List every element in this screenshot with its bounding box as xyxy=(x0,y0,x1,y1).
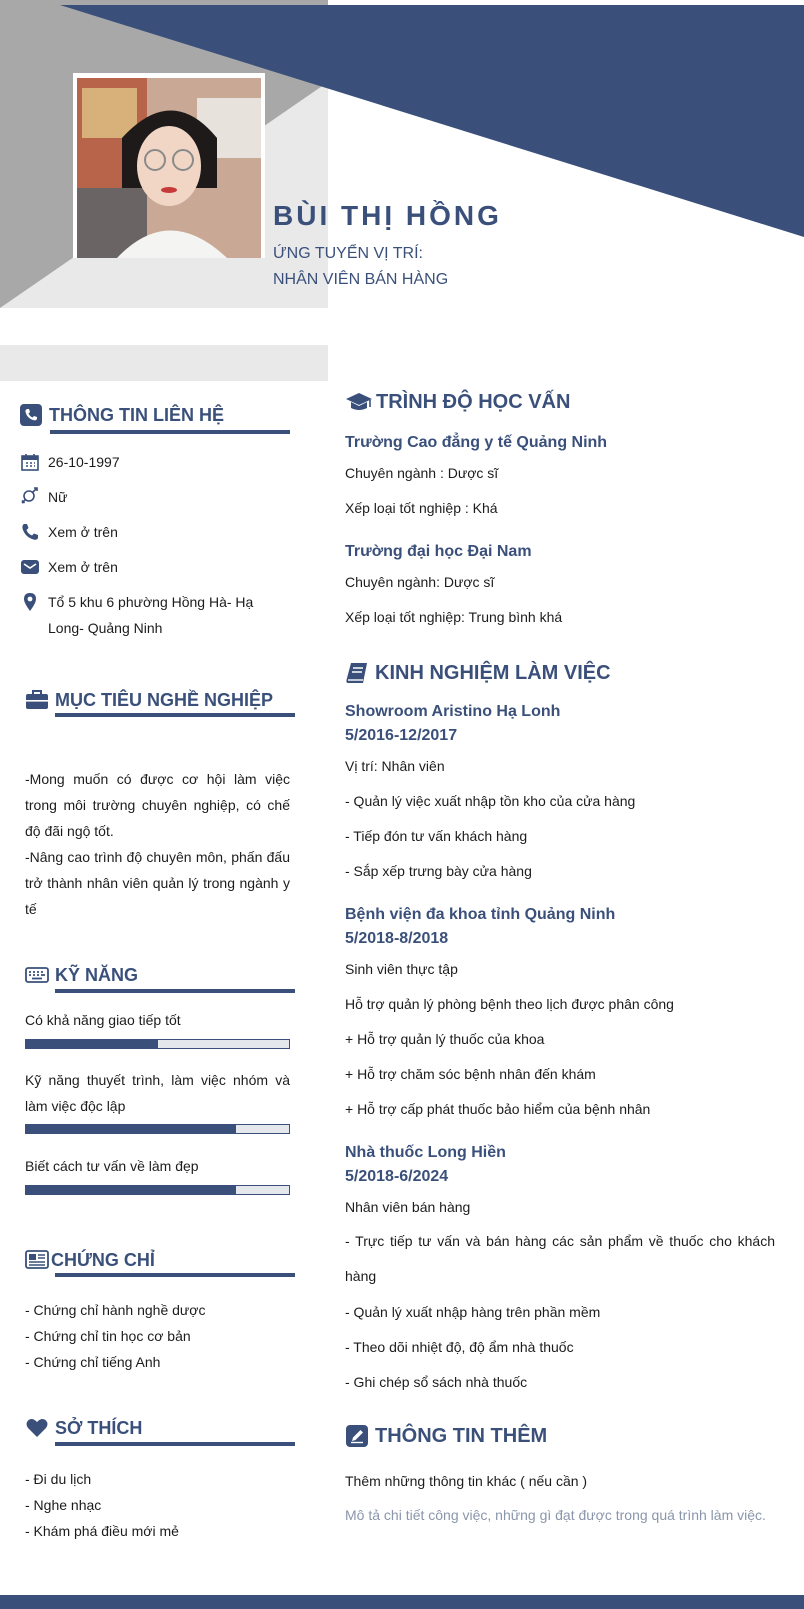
skill-bar-fill xyxy=(26,1040,158,1048)
map-marker-icon xyxy=(19,589,41,615)
school-name: Trường đại học Đại Nam xyxy=(345,543,532,560)
job-period: 5/2016-12/2017 xyxy=(345,727,458,744)
job-line: + Hỗ trợ cấp phát thuốc bảo hiểm của bệnh nhân xyxy=(345,1101,651,1117)
additional-line: Thêm những thông tin khác ( nếu cần ) xyxy=(345,1473,588,1489)
skill-bar xyxy=(25,1124,290,1134)
job-line: - Theo dõi nhiệt độ, độ ẩm nhà thuốc xyxy=(345,1339,574,1355)
job-line: - Quản lý việc xuất nhập tồn kho của cửa hàng xyxy=(345,793,636,809)
job-line: Nhân viên bán hàng xyxy=(345,1199,471,1215)
job-company: Bệnh viện đa khoa tỉnh Quảng Ninh xyxy=(345,906,616,923)
skills-title-rule xyxy=(55,989,295,993)
graduation-cap-icon xyxy=(345,390,373,414)
contact-address: Tổ 5 khu 6 phường Hồng Hà- Hạ Long- Quảng Ninh xyxy=(19,589,268,641)
skill-bar xyxy=(25,1039,290,1049)
certificate-item: - Chứng chỉ tiếng Anh xyxy=(25,1354,161,1370)
objective-title-rule xyxy=(55,713,295,717)
additional-section-title: THÔNG TIN THÊM xyxy=(345,1424,547,1448)
keyboard-icon xyxy=(25,963,49,987)
position-label: ỨNG TUYỂN VỊ TRÍ: xyxy=(273,245,423,262)
certificate-item: - Chứng chỉ hành nghề dược xyxy=(25,1302,206,1318)
skill-bar-fill xyxy=(26,1125,236,1133)
newspaper-icon xyxy=(25,1248,49,1272)
objective-section-title: MỤC TIÊU NGHỀ NGHIỆP xyxy=(25,688,273,712)
contact-title-rule xyxy=(50,430,290,434)
job-line: - Trực tiếp tư vấn và bán hàng các sản phẩm về thuốc cho khách hàng xyxy=(345,1233,775,1284)
hobby-item: - Đi du lịch xyxy=(25,1471,92,1487)
hobbies-title-rule xyxy=(55,1442,295,1446)
objective-paragraph-2: -Nâng cao trình độ chuyên môn, phấn đấu trở thành nhân viên quản lý trong ngành y tế xyxy=(25,849,290,917)
skill-label: Biết cách tư vấn về làm đẹp xyxy=(25,1158,199,1174)
job-period: 5/2018-6/2024 xyxy=(345,1168,449,1185)
certificates-section-title: CHỨNG CHỈ xyxy=(25,1248,155,1272)
job-line: + Hỗ trợ chăm sóc bệnh nhân đến khám xyxy=(345,1066,596,1082)
job-line: Sinh viên thực tập xyxy=(345,961,458,977)
heart-icon xyxy=(25,1416,49,1440)
school-name: Trường Cao đẳng y tế Quảng Ninh xyxy=(345,434,608,451)
skills-section-title: KỸ NĂNG xyxy=(25,963,138,987)
edit-icon xyxy=(345,1424,369,1448)
additional-description: Mô tả chi tiết công việc, những gì đạt được trong quá trình làm việc. xyxy=(345,1507,766,1523)
contact-section-title: THÔNG TIN LIÊN HỆ xyxy=(19,403,224,427)
gender-icon xyxy=(19,484,41,510)
hobbies-section-title: SỞ THÍCH xyxy=(25,1416,142,1440)
skill-label: Kỹ năng thuyết trình, làm việc nhóm và làm việc độc lập xyxy=(25,1072,290,1114)
job-line: Hỗ trợ quản lý phòng bệnh theo lịch được phân công xyxy=(345,996,674,1012)
job-line: - Ghi chép sổ sách nhà thuốc xyxy=(345,1374,528,1390)
left-gray-band xyxy=(0,345,328,381)
contact-gender: Nữ xyxy=(19,484,268,510)
job-line: Vị trí: Nhân viên xyxy=(345,758,445,774)
calendar-icon xyxy=(19,449,41,475)
certificates-title-rule xyxy=(55,1273,295,1277)
position-value: NHÂN VIÊN BÁN HÀNG xyxy=(273,271,449,288)
hobby-item: - Nghe nhạc xyxy=(25,1497,102,1513)
envelope-icon xyxy=(19,554,41,580)
certificate-item: - Chứng chỉ tin học cơ bản xyxy=(25,1328,191,1344)
skill-label: Có khả năng giao tiếp tốt xyxy=(25,1012,181,1028)
school-grade: Xếp loại tốt nghiệp : Khá xyxy=(345,500,498,516)
job-company: Nhà thuốc Long Hiền xyxy=(345,1144,506,1161)
briefcase-icon xyxy=(25,688,49,712)
skill-bar xyxy=(25,1185,290,1195)
skill-bar-fill xyxy=(26,1186,236,1194)
job-company: Showroom Aristino Hạ Lonh xyxy=(345,703,561,720)
school-major: Chuyên ngành: Dược sĩ xyxy=(345,574,495,590)
objective-paragraph-1: -Mong muốn có được cơ hội làm việc trong môi trường chuyên nghiệp, có chế độ đãi ngộ tốt. xyxy=(25,771,290,839)
hobby-item: - Khám phá điều mới mẻ xyxy=(25,1523,179,1539)
candidate-name: BÙI THỊ HỒNG xyxy=(273,200,502,231)
education-section-title: TRÌNH ĐỘ HỌC VẤN xyxy=(345,390,570,414)
experience-section-title: KINH NGHIỆM LÀM VIỆC xyxy=(345,661,611,685)
profile-photo xyxy=(73,73,265,258)
phone-square-icon xyxy=(19,403,43,427)
footer-bar xyxy=(0,1595,804,1609)
contact-birthday: 26-10-1997 xyxy=(19,449,268,475)
job-period: 5/2018-8/2018 xyxy=(345,930,449,947)
contact-phone: Xem ở trên xyxy=(19,519,268,545)
school-major: Chuyên ngành : Dược sĩ xyxy=(345,465,499,481)
school-grade: Xếp loại tốt nghiệp: Trung bình khá xyxy=(345,609,563,625)
job-line: + Hỗ trợ quản lý thuốc của khoa xyxy=(345,1031,545,1047)
job-line: - Quản lý xuất nhập hàng trên phần mềm xyxy=(345,1304,601,1320)
book-icon xyxy=(345,661,369,685)
contact-email: Xem ở trên xyxy=(19,554,268,580)
job-line: - Sắp xếp trưng bày cửa hàng xyxy=(345,863,532,879)
phone-icon xyxy=(19,519,41,545)
job-line: - Tiếp đón tư vấn khách hàng xyxy=(345,828,528,844)
